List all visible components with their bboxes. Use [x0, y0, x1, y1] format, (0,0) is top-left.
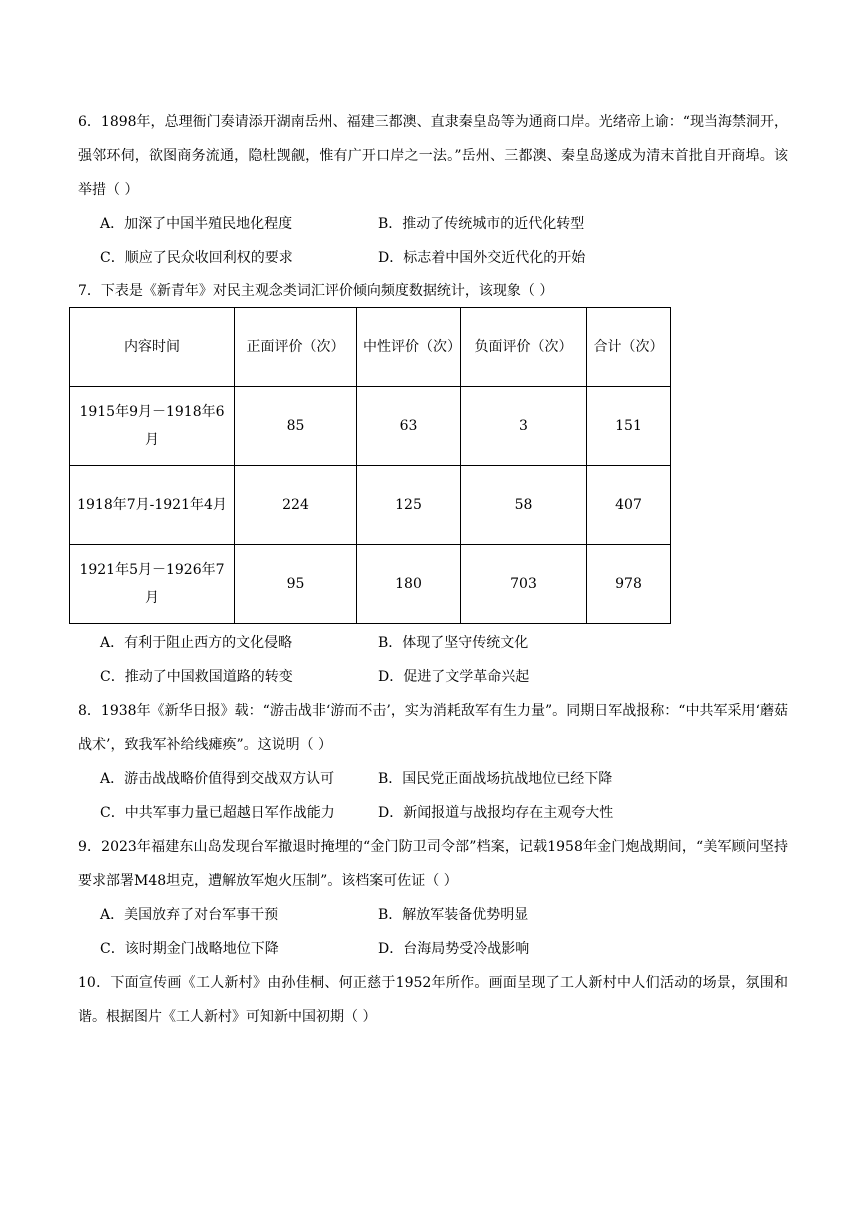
question-8-stem: 8．1938年《新华日报》载：“游击战非‘游而不击’，实为消耗敌军有生力量”。同期日军战报称：“中共军采用‘蘑菇战术’，致我军补给线瘫痪”。这说明（ ）	[78, 703, 788, 753]
table-cell-total: 978	[587, 545, 671, 624]
table-header-negative: 负面评价（次）	[461, 308, 587, 387]
table-cell-neutral: 125	[357, 466, 461, 545]
table-cell-total: 407	[587, 466, 671, 545]
table-cell-positive: 85	[235, 387, 357, 466]
question-7-option-c[interactable]: C．推动了中国救国道路的转变	[100, 669, 293, 685]
question-7-stem: 7．下表是《新青年》对民主观念类词汇评价倾向频度数据统计，该现象（ ）	[78, 283, 554, 299]
table-cell-negative: 3	[461, 387, 587, 466]
table-header-period: 内容时间	[70, 308, 235, 387]
question-7-options	[100, 626, 790, 694]
question-8-option-b[interactable]: B．国民党正面战场抗战地位已经下降	[378, 771, 613, 787]
table-header-total: 合计（次）	[587, 308, 671, 387]
frequency-table	[69, 307, 671, 624]
question-6-option-c[interactable]: C．顺应了民众收回利权的要求	[100, 250, 293, 266]
question-6-stem: 6．1898年，总理衙门奏请添开湖南岳州、福建三都澳、直隶秦皇岛等为通商口岸。光绪帝上谕：“现当海禁洞开，强邻环伺，欲图商务流通，隐杜觊觎，惟有广开口岸之一法。”岳州、三都澳、秦皇岛遂成为清末首批自开商埠。该举措（ ）	[78, 114, 788, 198]
question-7-option-a[interactable]: A．有利于阻止西方的文化侵略	[100, 635, 293, 651]
question-8-option-c[interactable]: C．中共军事力量已超越日军作战能力	[100, 805, 335, 821]
question-6-option-b[interactable]: B．推动了传统城市的近代化转型	[378, 216, 585, 232]
table-header-neutral: 中性评价（次）	[357, 308, 461, 387]
table-cell-positive: 224	[235, 466, 357, 545]
table-cell-period: 1921年5月－1926年7月	[70, 545, 235, 624]
table-cell-period: 1918年7月-1921年4月	[70, 466, 235, 545]
question-10-stem: 10．下面宣传画《工人新村》由孙佳桐、何正慈于1952年所作。画面呈现了工人新村中人们活动的场景，氛围和谐。根据图片《工人新村》可知新中国初期（ ）	[78, 975, 788, 1025]
question-9-options	[100, 898, 790, 966]
table-cell-negative: 58	[461, 466, 587, 545]
table-cell-neutral: 180	[357, 545, 461, 624]
question-6-option-a[interactable]: A．加深了中国半殖民地化程度	[100, 216, 293, 232]
table-header-positive: 正面评价（次）	[235, 308, 357, 387]
table-row	[70, 387, 671, 466]
question-6-option-d[interactable]: D．标志着中国外交近代化的开始	[378, 250, 586, 266]
table-cell-negative: 703	[461, 545, 587, 624]
table-row	[70, 466, 671, 545]
question-9-stem: 9．2023年福建东山岛发现台军撤退时掩埋的“金门防卫司令部”档案，记载1958年金门炮战期间，“美军顾问坚持要求部署M48坦克，遭解放军炮火压制”。该档案可佐证（ ）	[78, 839, 788, 889]
question-8-option-d[interactable]: D．新闻报道与战报均存在主观夸大性	[378, 805, 614, 821]
table-cell-total: 151	[587, 387, 671, 466]
question-9-option-d[interactable]: D．台海局势受冷战影响	[378, 941, 530, 957]
question-9-option-b[interactable]: B．解放军装备优势明显	[378, 907, 529, 923]
question-9-option-a[interactable]: A．美国放弃了对台军事干预	[100, 907, 279, 923]
table-row	[70, 545, 671, 624]
question-6-options	[100, 207, 790, 275]
question-9-option-c[interactable]: C．该时期金门战略地位下降	[100, 941, 279, 957]
question-7-option-b[interactable]: B．体现了坚守传统文化	[378, 635, 529, 651]
table-cell-positive: 95	[235, 545, 357, 624]
question-8-option-a[interactable]: A．游击战战略价值得到交战双方认可	[100, 771, 335, 787]
table-cell-period: 1915年9月－1918年6月	[70, 387, 235, 466]
question-8-options	[100, 762, 790, 830]
table-cell-neutral: 63	[357, 387, 461, 466]
question-7-option-d[interactable]: D．促进了文学革命兴起	[378, 669, 530, 685]
table-header-row	[70, 308, 671, 387]
